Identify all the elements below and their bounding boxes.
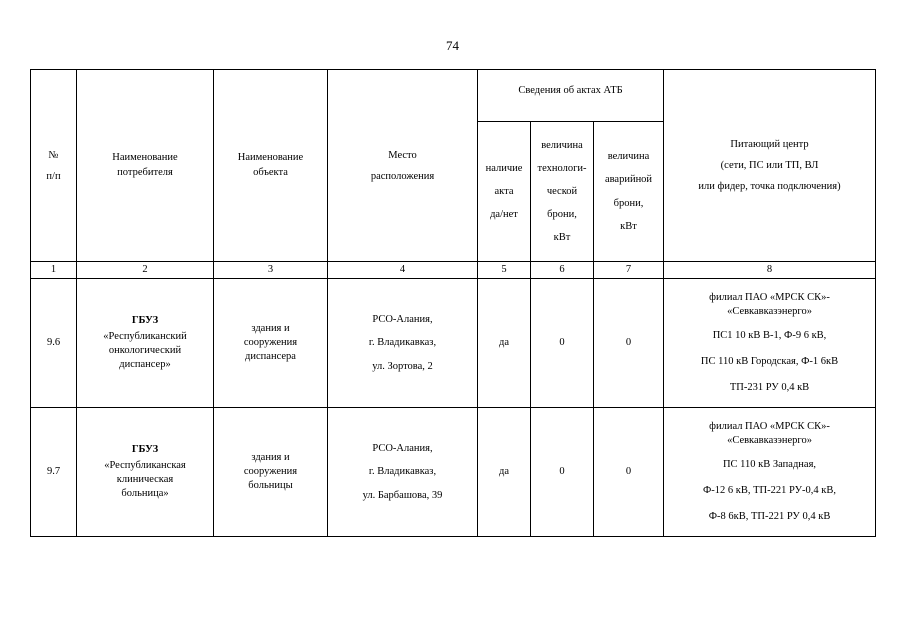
consumer-name-line: «Республиканский [103,330,187,342]
header-num-line-2: п/п [46,170,61,182]
header-power-center-line-2: (сети, ПС или ТП, ВЛ [720,160,819,171]
power-center-line: «Севкавказэнерго» [727,305,812,317]
table-row [31,408,876,537]
power-center-line: ПС 110 кВ Западная, [722,458,817,470]
column-number: 2 [77,262,214,279]
header-object-line-2: объекта [253,166,288,178]
tech-reserve-value: 0 [531,279,594,408]
power-center-line: Ф-12 6 кВ, ТП-221 РУ-0,4 кВ, [703,485,837,497]
header-act-line-3: да/нет [490,209,518,221]
header-tech-reserve-line-4: брони, [547,209,577,221]
consumer-table [30,69,876,537]
emergency-reserve-value: 0 [594,279,664,408]
location-line: РСО-Алания, [372,443,433,455]
consumer-name-line: «Республиканская [104,459,186,471]
header-emergency-reserve-line-3: брони, [613,197,644,209]
power-center-line: филиал ПАО «МРСК СК»- [709,420,830,432]
header-location-line-1: Место [388,149,417,161]
header-emergency-reserve-line-4: кВт [620,220,637,232]
power-center-line: ПС 110 кВ Городская, Ф-1 6кВ [700,356,839,368]
column-number: 5 [478,262,531,279]
header-act [478,122,531,262]
header-object [214,70,328,262]
power-center [664,408,876,537]
header-num-line-1: № [48,149,59,161]
object-name-line: сооружения [243,465,298,477]
consumer-name-line: больница» [121,488,169,500]
header-act-line-1: наличие [485,162,523,174]
header-tech-reserve-line-3: ческой [546,185,578,197]
location-line: г. Владикавказ, [368,337,437,349]
column-number: 7 [594,262,664,279]
power-center [664,279,876,408]
header-object-line-1: Наименование [237,152,304,164]
header-consumer-line-1: Наименование [112,152,178,164]
consumer-name-line: диспансер» [119,359,171,371]
header-location-line-2: расположения [370,170,435,182]
table-row [31,279,876,408]
object-name-line: здания и [251,451,290,463]
column-number-row [31,262,876,279]
column-number: 3 [214,262,328,279]
emergency-reserve-value: 0 [594,408,664,537]
header-tech-reserve-line-5: кВт [553,232,571,244]
header-act-line-2: акта [494,185,514,197]
location-line: ул. Барбашова, 39 [362,489,443,501]
header-row-top [31,70,876,122]
column-number: 4 [328,262,478,279]
object-name-line: диспансера [245,351,296,363]
header-tech-reserve-line-1: величина [541,139,583,151]
header-tech-reserve-line-2: технологи- [537,162,587,174]
row-number: 9.7 [31,408,77,537]
power-center-line: Ф-8 6кВ, ТП-221 РУ 0,4 кВ [708,511,831,523]
page-number: 74 [446,38,459,53]
object-name [214,279,328,408]
header-consumer-line-2: потребителя [117,166,173,178]
power-center-line: ПС1 10 кВ В-1, Ф-9 6 кВ, [712,329,827,341]
column-number: 8 [664,262,876,279]
act-presence: да [478,279,531,408]
location-line: ул. Зортова, 2 [372,360,433,372]
header-consumer [77,70,214,262]
consumer-name-line: ГБУЗ [131,314,159,326]
location [328,279,478,408]
object-name-line: сооружения [243,336,298,348]
power-center-line: филиал ПАО «МРСК СК»- [709,291,830,303]
header-power-center-line-3: или фидер, точка подключения) [698,181,841,192]
header-emergency-reserve [594,122,664,262]
row-number: 9.6 [31,279,77,408]
consumer-name-line: ГБУЗ [131,443,159,455]
object-name-line: здания и [251,322,290,334]
column-number: 1 [31,262,77,279]
header-tech-reserve [531,122,594,262]
power-center-line: ТП-231 РУ 0,4 кВ [729,382,810,394]
consumer-name-line: клиническая [116,474,174,485]
location-line: г. Владикавказ, [368,466,437,478]
header-emergency-reserve-line-1: величина [607,151,650,163]
object-name [214,408,328,537]
location-line: РСО-Алания, [372,314,433,326]
header-power-center [664,70,876,262]
object-name-line: больницы [248,480,293,492]
header-num [31,70,77,262]
location [328,408,478,537]
power-center-line: «Севкавказэнерго» [727,434,812,446]
header-location [328,70,478,262]
consumer-name [77,408,214,537]
tech-reserve-value: 0 [531,408,594,537]
header-emergency-reserve-line-2: аварийной [604,174,653,186]
act-presence: да [478,408,531,537]
column-number: 6 [531,262,594,279]
header-power-center-line-1: Питающий центр [730,139,809,150]
header-atb-group: Сведения об актах АТБ [478,70,664,122]
consumer-name [77,279,214,408]
consumer-name-line: онкологический [108,345,182,356]
